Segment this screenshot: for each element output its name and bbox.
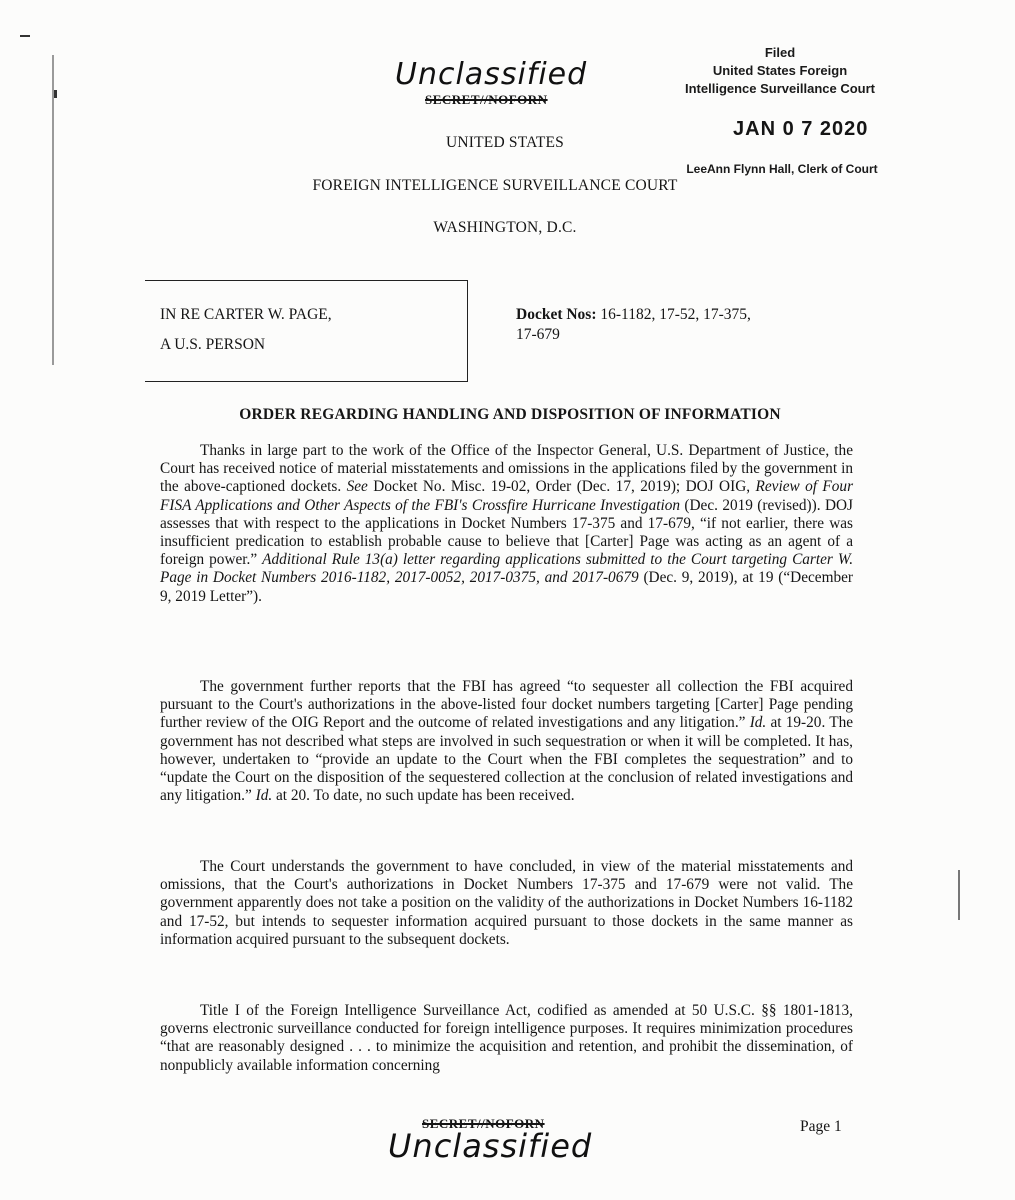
filed-stamp xyxy=(660,44,900,98)
scan-mark-left-dot xyxy=(54,90,57,98)
paragraph-4: Title I of the Foreign Intelligence Surveillance Act, codified as amended at 50 U.S.C. §§ 1801-1813, governs electronic surveillance conducted for foreign intelligence purposes. It requires minimization procedures “that are reasonably designed . . . to minimize the acquisition and retention, and prohibit the dissemination, of nonpublicly available information concerning xyxy=(160,1002,853,1074)
stamp-date: JAN 0 7 2020 xyxy=(733,118,869,140)
stamp-court-line: United States Foreign xyxy=(712,63,848,78)
scan-mark-right xyxy=(958,870,960,920)
header-struck-classification: SECRET//NOFORN xyxy=(425,92,548,107)
page-number: Page 1 xyxy=(800,1118,842,1135)
footer-handwritten-classification: Unclassified xyxy=(388,1127,593,1165)
paragraph-1: Thanks in large part to the work of the Office of the Inspector General, U.S. Department of Justice, the Court has received notice of material misstatements and omissions in the applications filed by the government in the above-captioned dockets. See Docket No. Misc. 19-02, Order (Dec. 17, 2019); DOJ OIG, Review of Four FISA Applications and Other Aspects of the FBI's Crossfire Hurricane Investigation (Dec. 2019 (revised)). DOJ assesses that with respect to the applications in Docket Numbers 17-375 and 17-679, “if not earlier, there was insufficient predication to establish probable cause to believe that [Carter] Page was acting as an agent of a foreign power.” Additional Rule 13(a) letter regarding applications submitted to the Court targeting Carter W. Page in Docket Numbers 2016-1182, 2017-0052, 2017-0375, and 2017-0679 (Dec. 9, 2019), at 19 (“December 9, 2019 Letter”). xyxy=(160,442,854,605)
docket-numbers-cont: 17-679 xyxy=(516,326,560,343)
paragraph-3: The Court understands the government to have concluded, in view of the material misstatements and omissions, that the Court's authorizations in Docket Numbers 17-375 and 17-679 were not valid. The government apparently does not take a position on the validity of the authorizations in Docket Numbers 16-1182 and 17-52, but intends to sequester information acquired pursuant to those dockets in the same manner as information acquired pursuant to the subsequent dockets. xyxy=(160,858,853,948)
stamp-filed-label: Filed xyxy=(764,45,796,60)
court-heading-line-3: WASHINGTON, D.C. xyxy=(433,219,577,236)
caption-party-line-1: IN RE CARTER W. PAGE, xyxy=(160,306,332,323)
caption-party-line-2: A U.S. PERSON xyxy=(160,336,266,353)
order-title: ORDER REGARDING HANDLING AND DISPOSITION OF INFORMATION xyxy=(239,406,781,423)
footer-struck-classification: SECRET//NOFORN xyxy=(422,1116,545,1131)
court-heading-line-2: FOREIGN INTELLIGENCE SURVEILLANCE COURT xyxy=(312,177,678,194)
scan-mark-left-dash xyxy=(20,35,30,37)
stamp-court-line-2: Intelligence Surveillance Court xyxy=(685,81,875,96)
court-heading-line-1: UNITED STATES xyxy=(445,134,565,151)
paragraph-2: The government further reports that the FBI has agreed “to sequester all collection the FBI acquired pursuant to the Court's authorizations in the above-listed four docket numbers targeting [Carter] Page pending further review of the OIG Report and the outcome of related investigations and any litigation.” Id. at 19-20. The government has not described what steps are involved in such sequestration or when it will be completed. It has, however, undertaken to “provide an update to the Court when the FBI completes the sequestration” and to “update the Court on the disposition of the sequestered collection at the conclusion of related investigations and any litigation.” Id. at 20. To date, no such update has been received. xyxy=(160,678,854,805)
header-handwritten-classification: Unclassified xyxy=(395,57,588,92)
caption-docket xyxy=(516,305,751,345)
docket-numbers: 16-1182, 17-52, 17-375, xyxy=(600,306,751,323)
stamp-clerk: LeeAnn Flynn Hall, Clerk of Court xyxy=(686,162,878,176)
caption-party xyxy=(160,300,332,360)
docket-label: Docket Nos: xyxy=(516,306,597,323)
scan-mark-left xyxy=(52,55,54,365)
